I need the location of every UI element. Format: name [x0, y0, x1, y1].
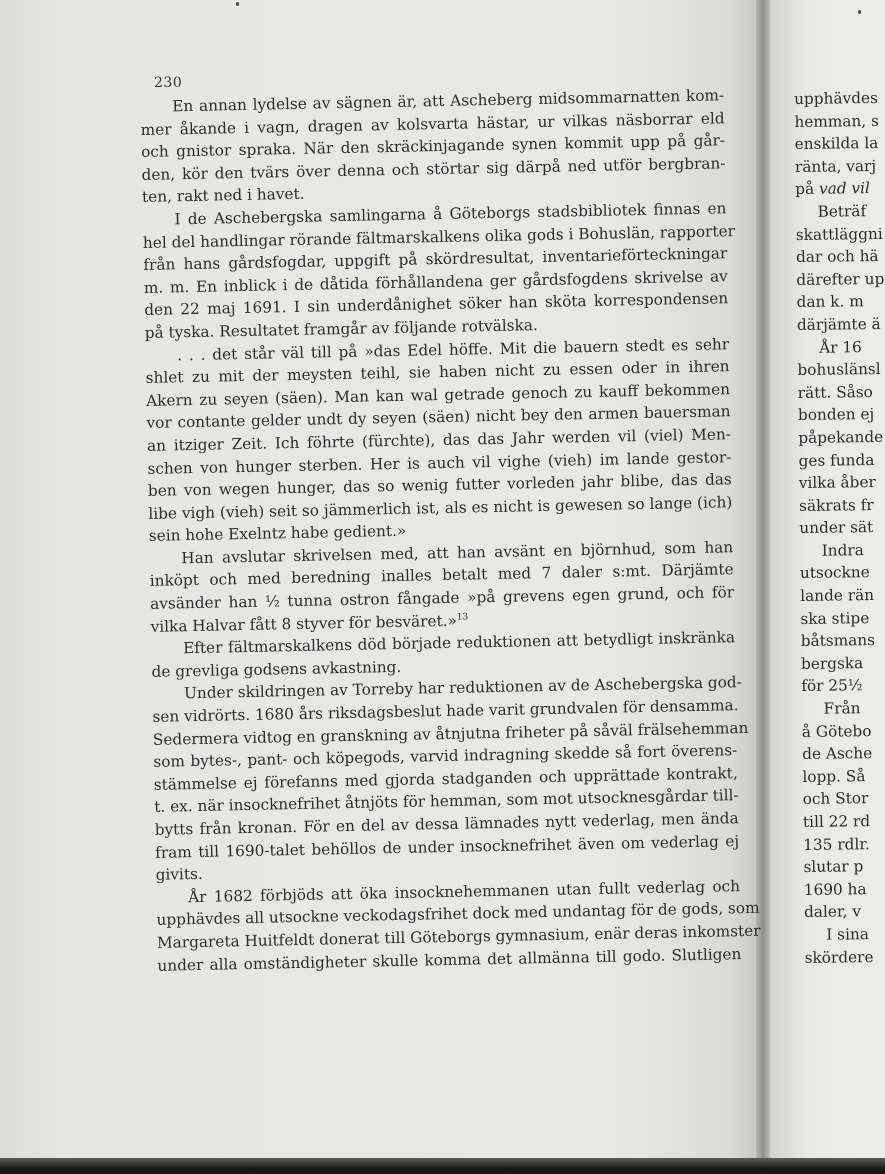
text-line: bonden ej: [797, 405, 875, 425]
text-line: stämmelse ej förefanns med gjorda stadganden och upprättade kontrakt,: [153, 763, 738, 794]
text-line: hel del handlingar rörande fältmarskalkens olika gods i Bohuslän, rapporter: [142, 221, 736, 252]
text-line: t. ex. när insocknefrihet åtnjöts för hemman, som mot utsocknesgårdar till-: [154, 786, 739, 817]
text-line: shlet zu mit der meysten teihl, sie haben nicht zu essen oder in ihren: [145, 357, 730, 388]
left-page-text-block: [140, 84, 761, 977]
text-line: I sina: [826, 925, 870, 944]
text-line: an itziger Zeit. Ich föhrte (fürchte), das das Jahr werden vil (viel) Men-: [146, 425, 732, 455]
text-line: bytts från kronan. För en del av dessa lämnades nytt vederlag, men ända: [154, 809, 739, 839]
text-line: på vad vil: [795, 179, 870, 199]
text-line: bergska: [800, 654, 864, 673]
text-line: lande rän: [800, 586, 875, 606]
text-line: skattläggni: [795, 224, 883, 244]
text-line: dar och hä: [795, 247, 879, 267]
text-line: Margareta Huitfeldt donerat till Göteborgs gymnasium, enär deras inkomster: [156, 921, 761, 952]
text-line: till 22 rd: [802, 812, 871, 831]
text-line: vilka åber: [798, 473, 876, 493]
text-line: den, kör den tvärs över denna och störtar sig därpå ned utför bergbran-: [141, 154, 726, 184]
text-line: under alla omständigheter skulle komma det allmänna till godo. Slutligen: [157, 944, 742, 975]
text-line: ränta, varj: [794, 156, 877, 176]
text-line: Från: [823, 699, 861, 718]
text-line: En annan lydelse av sägnen är, att Ascheberg midsommarnatten kom-: [172, 86, 725, 116]
text-line: avsänder han ½ tunna ostron fångade »på grevens egen grund, och för: [150, 583, 735, 613]
page-number: 230: [154, 75, 183, 91]
text-line: vor contante gelder undt dy seyen (säen) nicht bey den armen bauersman: [146, 402, 731, 433]
text-line: å Götebo: [801, 721, 872, 741]
text-line: lopp. Så: [802, 766, 866, 786]
text-line: Under skildringen av Torreby har reduktionen av de Aschebergska god-: [183, 673, 742, 703]
scan-bottom-edge: [0, 1158, 885, 1174]
text-line: de Asche: [802, 744, 873, 764]
text-line: hemman, s: [794, 111, 879, 131]
right-page-text-block: [794, 87, 885, 970]
text-line: Efter fältmarskalkens död började reduktionen att betydligt inskränka: [182, 628, 736, 658]
text-line: båtsmans: [800, 631, 876, 651]
text-line: mer åkande i vagn, dragen av kolsvarta hästar, ur vilkas näsborrar eld: [140, 108, 725, 139]
text-line: ten, rakt ned i havet.: [141, 185, 305, 207]
text-line: dan k. m: [796, 292, 864, 312]
text-line: och gnistor spraka. När den skräckinjagande synen kommit upp på går-: [140, 131, 726, 162]
footnote-marker: 13: [456, 612, 469, 623]
text-line: År 16: [819, 337, 862, 357]
text-line: enskilda la: [794, 134, 879, 154]
text-line: givits.: [155, 865, 203, 885]
text-line: rätt. Såso: [797, 382, 873, 402]
dust-speck: [858, 10, 861, 14]
text-line: daler, v: [803, 902, 862, 922]
text-line: ska stipe: [800, 608, 870, 628]
book-gutter: [756, 0, 770, 1160]
dust-speck: [236, 2, 239, 6]
text-line: skördere: [804, 947, 874, 967]
text-line: från hans gårdsfogdar, uppgift på skördresultat, inventarieförteckningar: [143, 244, 728, 275]
text-line: slutar p: [803, 857, 864, 877]
text-line: upphävdes all utsockne veckodagsfrihet dock med undantag för de gods, som: [156, 899, 760, 930]
text-line: Sedermera vidtog en granskning av åtnjutna friheter på såväl frälsehemman: [152, 718, 749, 749]
text-line: upphävdes: [794, 88, 878, 108]
text-line: därjämte ä: [796, 314, 881, 334]
text-line: I de Aschebergska samlingarna å Göteborgs stadsbibliotek finnas en: [174, 199, 727, 229]
text-line: m. m. En inblick i de dåtida förhållandena ger gårdsfogdens skrivelse av: [143, 266, 728, 297]
text-line: påpekande: [798, 427, 884, 447]
text-line: utsockne: [799, 563, 870, 583]
text-line: ben von wegen hunger, das so wenig futter vorleden jahr blibe, das das: [147, 470, 732, 501]
text-line: sen vidrörts. 1680 års riksdagsbeslut hade varit grundvalen för densamma.: [152, 696, 739, 726]
text-line: 1690 ha: [803, 879, 867, 899]
text-line: vilka Halvar fått 8 styver för besväret.»$^{13}$: [150, 611, 469, 636]
text-line: under sät: [799, 518, 874, 538]
text-line: ges funda: [798, 450, 875, 470]
text-line: År 1682 förbjöds att öka insocknehemmanen utan fullt vederlag och: [187, 876, 741, 906]
text-line: säkrats fr: [798, 495, 874, 515]
text-line: fram till 1690-talet behöllos de under insocknefrihet även om vederlag ej: [155, 831, 740, 862]
text-line: inköpt och med beredning inalles betalt med 7 daler s:mt. Därjämte: [149, 560, 734, 591]
text-line: för 25½: [801, 676, 863, 696]
text-line: 135 rdlr.: [803, 834, 870, 854]
text-line: Akern zu seyen (säen). Man kan wal getrade genoch zu kauff bekommen: [145, 379, 731, 410]
text-line: och Stor: [802, 789, 869, 809]
text-line: libe vigh (vieh) seit so jämmerlich ist, als es nicht is gewesen so lange (ich): [148, 492, 733, 523]
text-line: sein hohe Exelntz habe gedient.»: [148, 522, 407, 546]
text-line: bohuslänsl: [797, 360, 881, 380]
text-line: därefter up: [796, 269, 885, 289]
text-line: Han avslutar skrivelsen med, att han avsänt en björnhud, som han: [181, 538, 734, 568]
text-line: på tyska. Resultatet framgår av följande rotvälska.: [144, 316, 538, 342]
text-line: schen von hunger sterben. Her is auch vil vighe (vieh) im lande gestor-: [147, 447, 732, 478]
text-line: . . . det står väl till på »das Edel höffe. Mit die bauern stedt es sehr: [177, 334, 730, 364]
text-line: den 22 maj 1691. I sin underdånighet söker han sköta korrespondensen: [144, 289, 729, 320]
text-line: de grevliga godsens avkastning.: [151, 657, 402, 681]
text-line: Beträf: [817, 202, 867, 221]
text-line: Indra: [821, 541, 864, 560]
text-line: som bytes-, pant- och köpegods, varvid indragning skedde så fort överens-: [153, 741, 738, 772]
